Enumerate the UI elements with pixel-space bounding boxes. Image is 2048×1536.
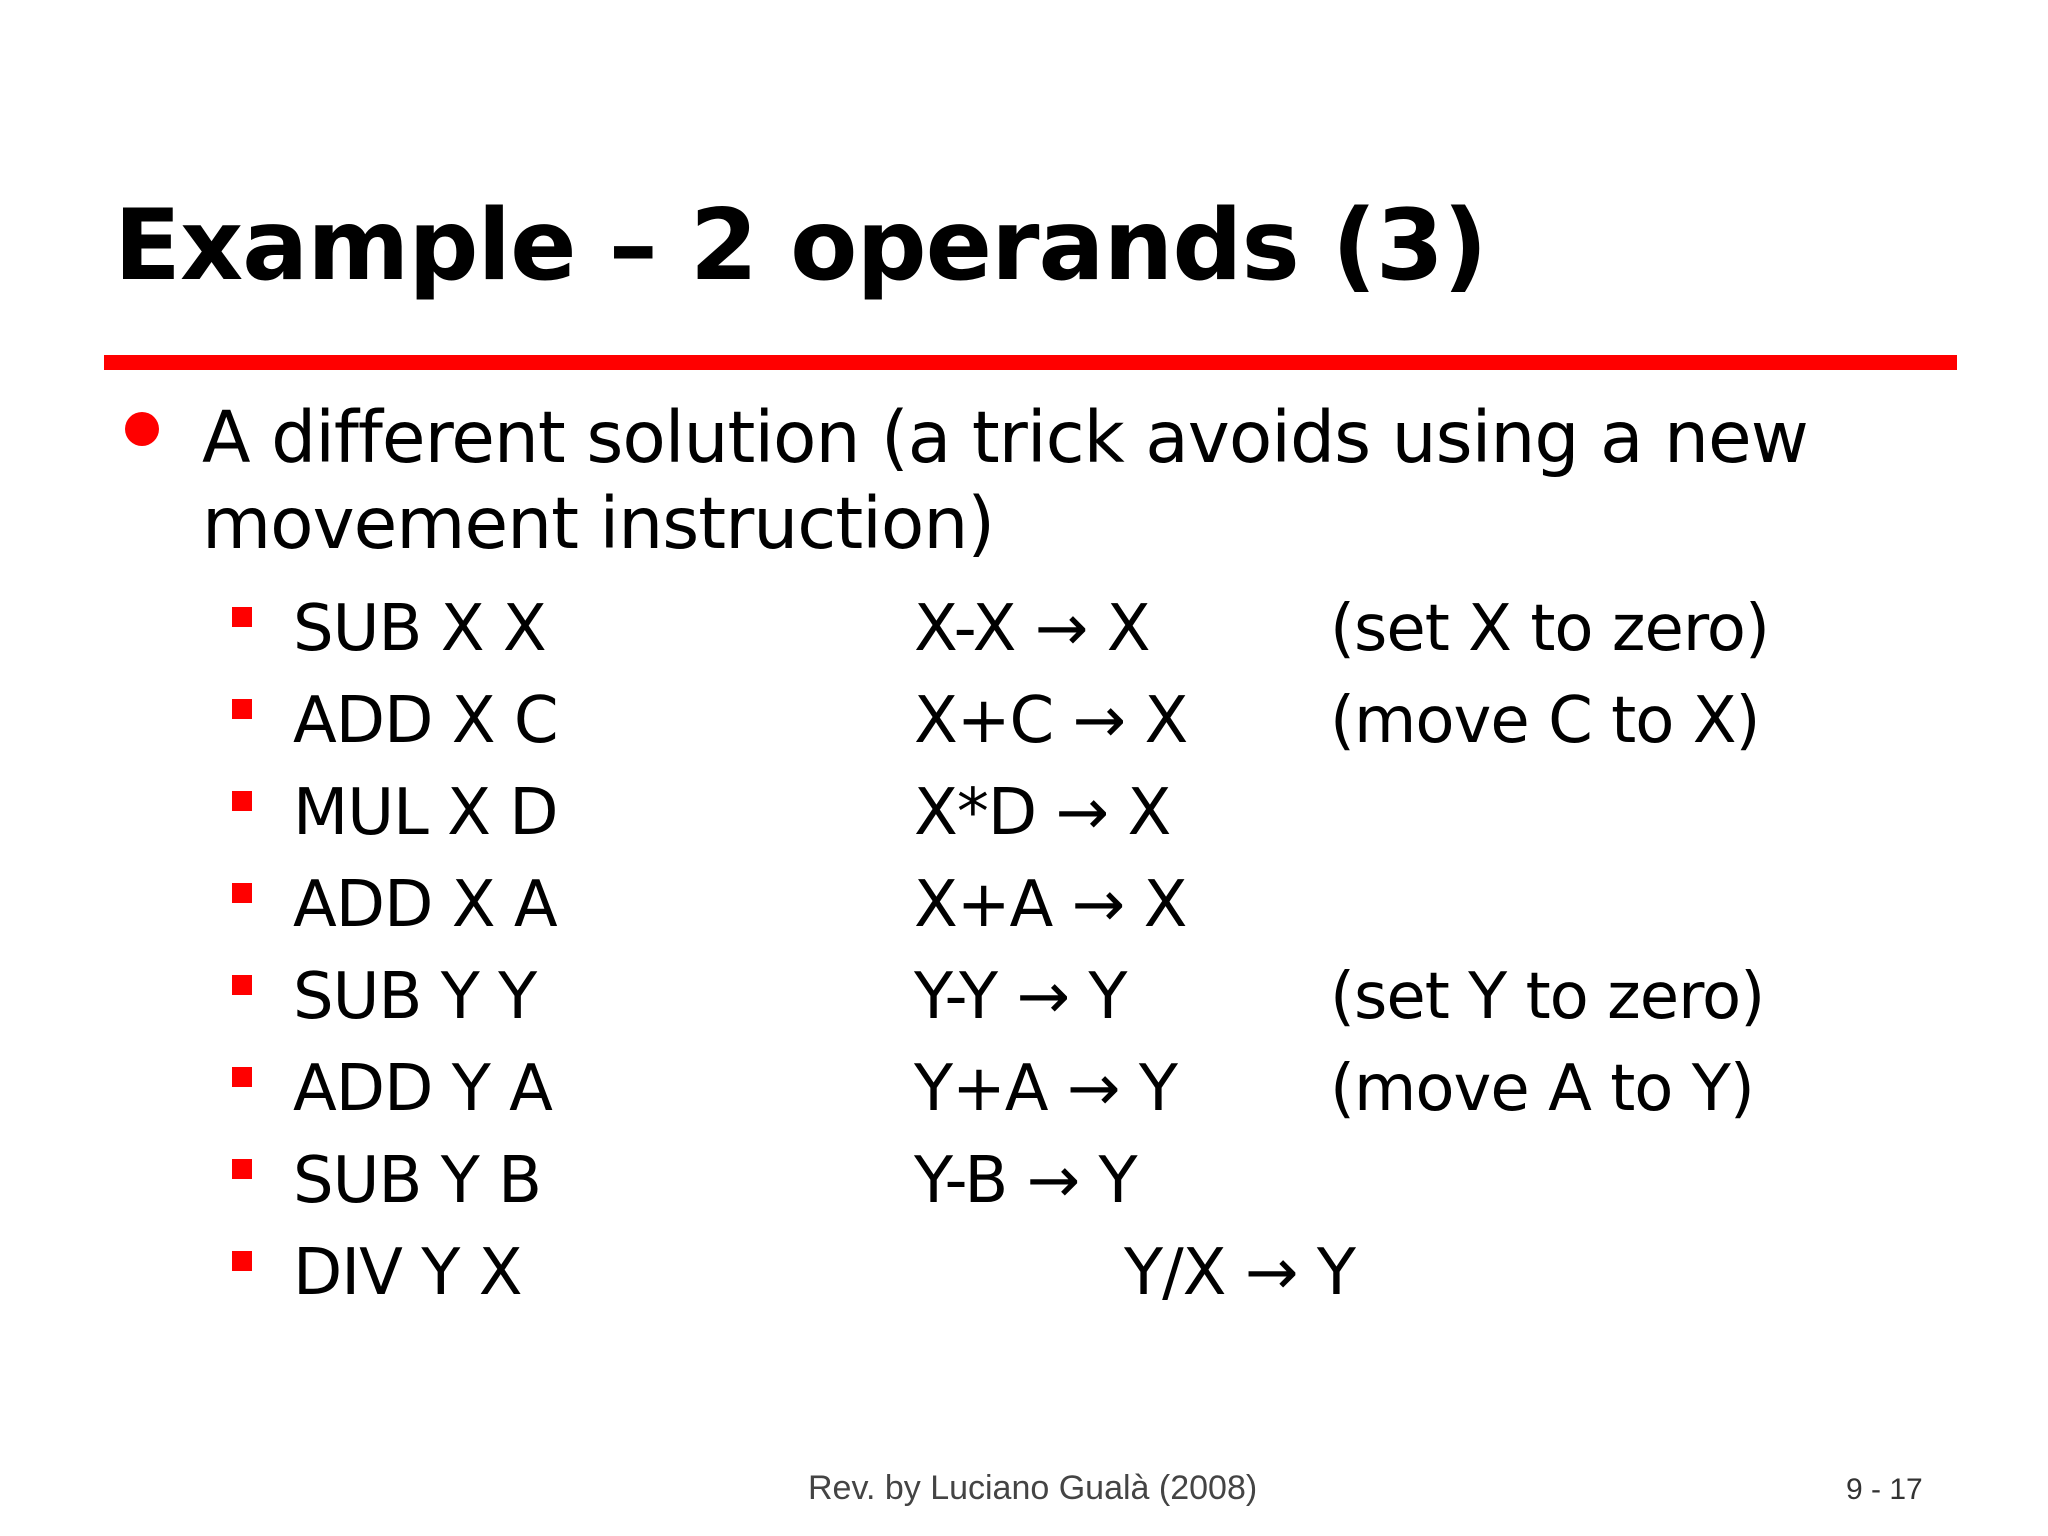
list-item	[0, 583, 2048, 675]
page-number: 9 - 17	[1846, 1473, 1923, 1506]
instruction-text: ADD X A	[293, 868, 557, 942]
list-item	[0, 1135, 2048, 1227]
instruction-text: ADD X C	[293, 684, 558, 758]
operation-text: Y/X → Y	[1124, 1236, 1355, 1310]
list-item	[0, 859, 2048, 951]
list-item	[0, 951, 2048, 1043]
instruction-text: MUL X D	[293, 776, 558, 850]
instruction-text: SUB Y B	[293, 1144, 542, 1218]
list-item	[0, 1227, 2048, 1319]
operation-text: Y-Y → Y	[914, 960, 1127, 1034]
instruction-text: SUB X X	[293, 592, 546, 666]
operation-text: X+C → X	[914, 684, 1188, 758]
operation-text: X*D → X	[914, 776, 1171, 850]
square-bullet-icon	[232, 791, 252, 811]
instruction-text: DIV Y X	[293, 1236, 522, 1310]
square-bullet-icon	[232, 1067, 252, 1087]
square-bullet-icon	[232, 1251, 252, 1271]
list-item	[0, 767, 2048, 859]
note-text: (set X to zero)	[1330, 592, 1769, 666]
operation-text: X+A → X	[914, 868, 1187, 942]
operation-text: Y-B → Y	[914, 1144, 1137, 1218]
square-bullet-icon	[232, 883, 252, 903]
main-bullet-text: A different solution (a trick avoids using a new movement instruction)	[202, 396, 1808, 565]
list-item	[0, 675, 2048, 767]
note-text: (move A to Y)	[1330, 1052, 1754, 1126]
note-text: (set Y to zero)	[1330, 960, 1765, 1034]
list-item	[0, 1043, 2048, 1135]
square-bullet-icon	[232, 1159, 252, 1179]
square-bullet-icon	[232, 975, 252, 995]
square-bullet-icon	[232, 607, 252, 627]
slide-title: Example – 2 operands (3)	[114, 189, 1487, 303]
note-text: (move C to X)	[1330, 684, 1760, 758]
instruction-text: SUB Y Y	[293, 960, 537, 1034]
operation-text: Y+A → Y	[914, 1052, 1177, 1126]
instruction-text: ADD Y A	[293, 1052, 552, 1126]
operation-text: X-X → X	[914, 592, 1150, 666]
footer-credit: Rev. by Luciano Gualà (2008)	[808, 1469, 1258, 1507]
square-bullet-icon	[232, 699, 252, 719]
